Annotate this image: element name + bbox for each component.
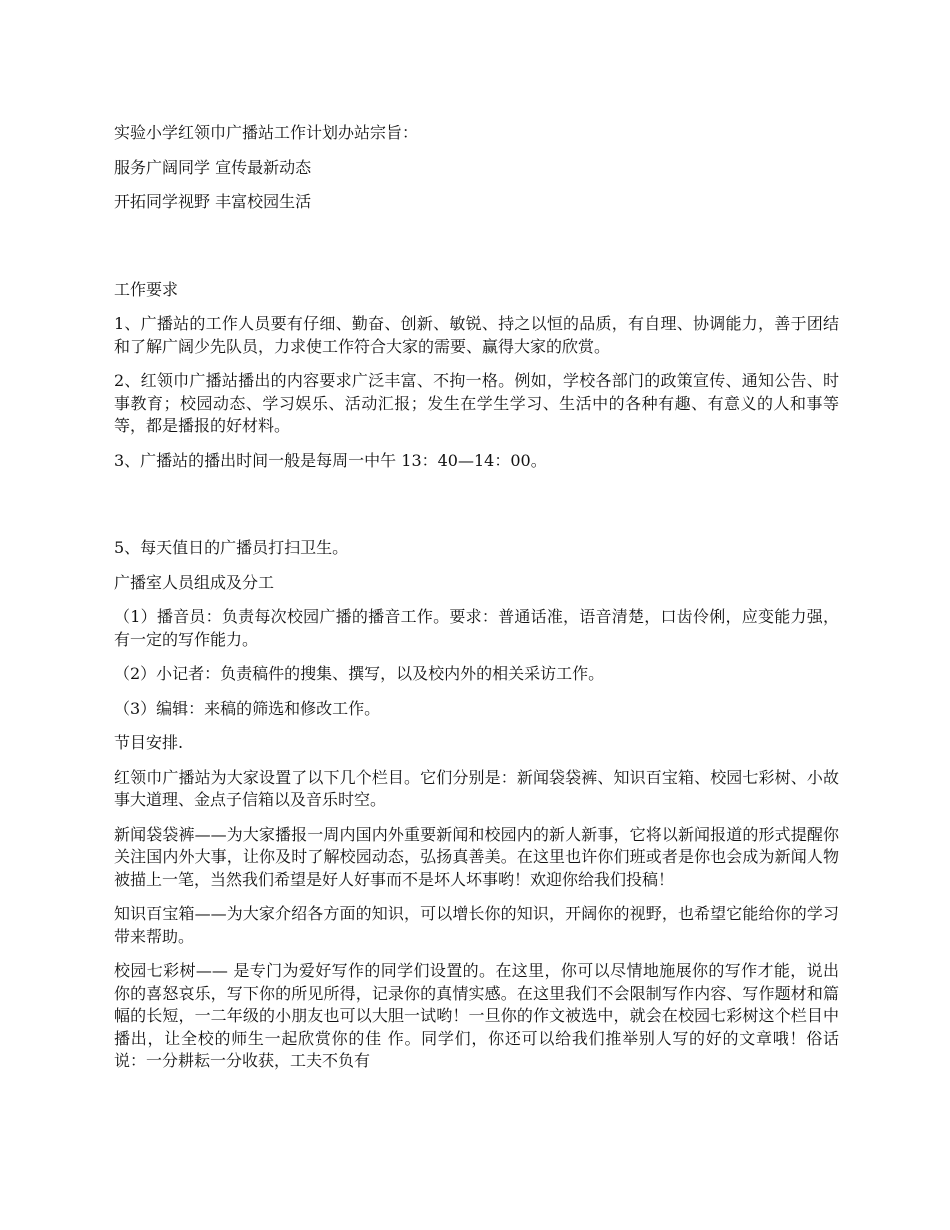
section-heading-requirements: 工作要求 [114,279,179,299]
program-writing: 校园七彩树—— 是专门为爱好写作的同学们设置的。在这里，你可以尽情地施展你的写作才能，说出你的喜怒哀乐，写下你的所见所得，记录你的真情实感。在这里我们不会限制写作内容、写作题材和篇幅的长短，一二年级的小朋友也可以大胆一试哟！一旦你的作文被选中，就会在校园七彩树这个栏目中播出，让全校的师生一起欣赏你的佳 作。同学们，你还可以给我们推举别人写的好的文章哦！俗话说：一分耕耘一分收获，工夫不负有 [114,961,839,1070]
motto-line-2: 开拓同学视野 丰富校园生活 [114,192,312,211]
section-heading-staff: 广播室人员组成及分工 [114,572,275,592]
program-knowledge: 知识百宝箱——为大家介绍各方面的知识，可以增长你的知识，开阔你的视野，也希望它能给你的学习带来帮助。 [114,904,839,946]
staff-editor: （3）编辑：来稿的筛选和修改工作。 [114,698,381,718]
staff-reporter: （2）小记者：负责稿件的搜集、撰写，以及校内外的相关采访工作。 [114,664,605,683]
document-body [114,122,839,1073]
requirement-5: 5、每天值日的广播员打扫卫生。 [114,538,349,557]
staff-announcer: （1）播音员：负责每次校园广播的播音工作。要求：普通话准，语音清楚，口齿伶俐，应变能力强，有一定的写作能力。 [114,607,839,649]
motto-line-1: 服务广阔同学 宣传最新动态 [114,157,312,177]
program-news: 新闻袋袋裤——为大家播报一周内国内外重要新闻和校园内的新人新事，它将以新闻报道的形式提醒你关注国内外大事，让你及时了解校园动态，弘扬真善美。在这里也许你们班或者是你也会成为新闻人物被描上一笔，当然我们希望是好人好事而不是坏人坏事哟！欢迎你给我们投稿！ [114,824,839,889]
requirement-1: 1、广播站的工作人员要有仔细、勤奋、创新、敏锐、持之以恒的品质，有自理、协调能力，善于团结和了解广阔少先队员，力求使工作符合大家的需要、赢得大家的欣赏。 [114,314,839,356]
section-heading-programs: 节目安排. [114,733,184,752]
programs-intro: 红领巾广播站为大家设置了以下几个栏目。它们分别是：新闻袋袋裤、知识百宝箱、校园七彩树、小故事大道理、金点子信箱以及音乐时空。 [114,767,839,809]
requirement-3: 3、广播站的播出时间一般是每周一中午 13：40—14：00。 [114,450,547,470]
requirement-2: 2、红领巾广播站播出的内容要求广泛丰富、不拘一格。例如，学校各部门的政策宣传、通知公告、时事教育；校园动态、学习娱乐、活动汇报；发生在学生学习、生活中的各种有趣、有意义的人和事等等，都是播报的好材料。 [114,371,839,435]
document-title: 实验小学红领巾广播站工作计划办站宗旨： [114,123,419,142]
